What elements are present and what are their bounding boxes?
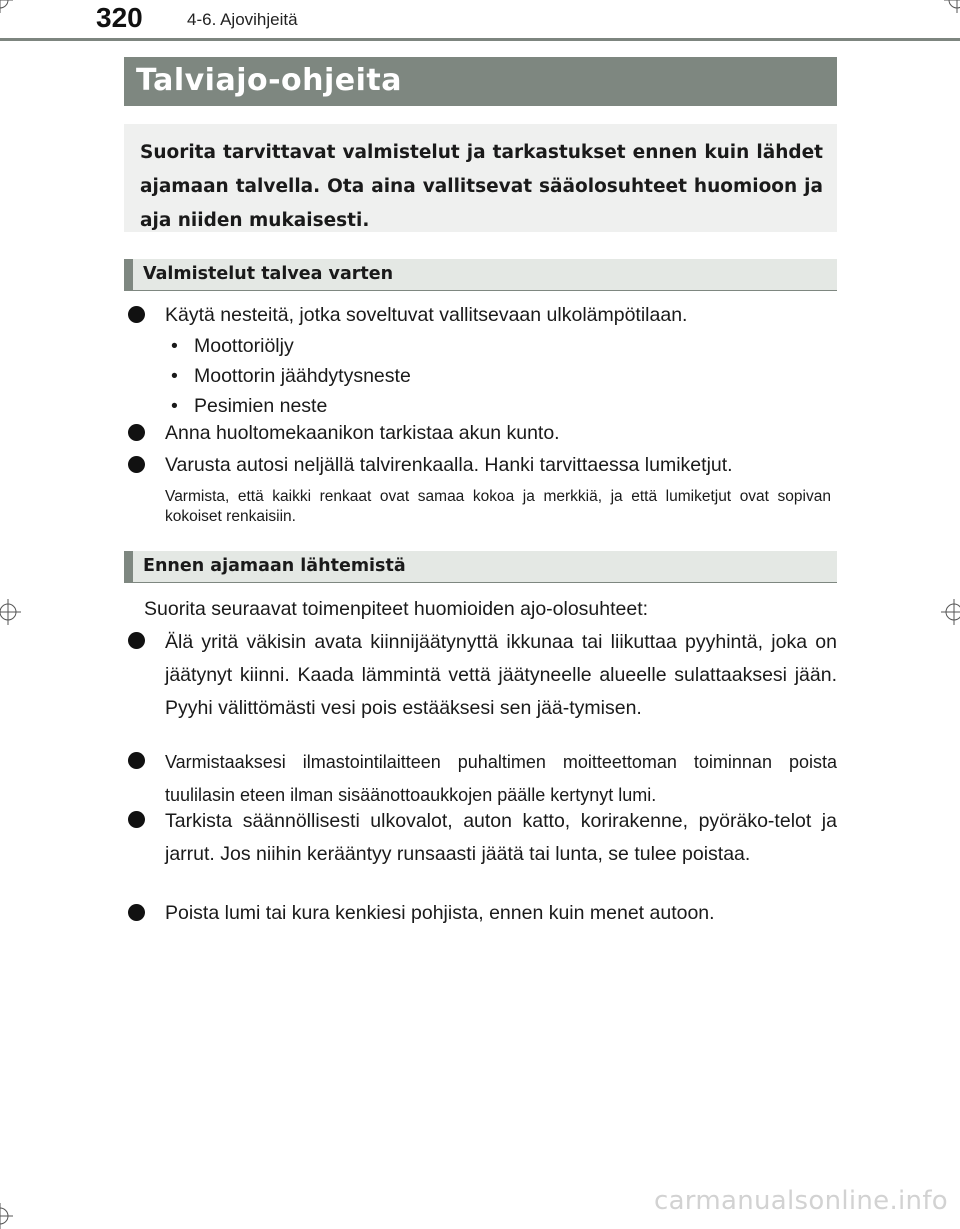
bullet-icon xyxy=(128,904,145,921)
list-item xyxy=(124,898,837,929)
crop-mark-mid-right-icon xyxy=(941,599,960,625)
section-heading-winter-prep: Valmistelut talvea varten xyxy=(124,259,837,291)
intro-box xyxy=(124,124,837,232)
bullet-icon xyxy=(128,811,145,828)
sub-list-item: • Pesimien neste xyxy=(168,391,768,421)
list-item xyxy=(124,450,837,481)
section-intro-line: Suorita seuraavat toimenpiteet huomioiden ajo-olosuhteet: xyxy=(144,598,649,620)
bullet-icon xyxy=(128,456,145,473)
watermark: carmanualsonline.info xyxy=(653,1186,948,1216)
tyre-note: Varmista, että kaikki renkaat ovat samaa kokoa ja merkkiä, ja että lumiketjut ovat sopivan kokoiset renkaisiin. xyxy=(165,488,831,525)
list-item xyxy=(124,805,837,871)
bullet-icon xyxy=(128,306,145,323)
list-item xyxy=(124,300,837,331)
crop-mark-top-left-icon xyxy=(0,0,13,13)
bullet-icon xyxy=(128,424,145,441)
list-item xyxy=(124,626,837,725)
bullet-icon xyxy=(128,632,145,649)
sub-list-item: • Moottoriöljy xyxy=(168,331,768,361)
crop-mark-mid-left-icon xyxy=(0,599,21,625)
crop-mark-top-right-icon xyxy=(944,0,960,13)
page-number: 320 xyxy=(96,2,143,33)
list-item xyxy=(124,746,837,812)
fluid-sub-list xyxy=(168,331,768,421)
page-title: Talviajo-ohjeita xyxy=(124,57,837,106)
header-divider xyxy=(0,38,960,41)
list-item-text: Anna huoltomekaanikon tarkistaa akun kunto. xyxy=(165,422,560,444)
section-reference: 4-6. Ajovihjeitä xyxy=(187,10,298,29)
bullet-icon xyxy=(128,752,145,769)
list-item-text: Varmistaaksesi ilmastointilaitteen puhaltimen moitteettoman toiminnan poista tuulilasin eteen ilman sisäänottoaukkojen päälle kertynyt lumi. xyxy=(165,752,837,805)
list-item-text: Tarkista säännöllisesti ulkovalot, auton katto, korirakenne, pyöräko-telot ja jarrut. Jos niihin kerääntyy runsaasti jäätä tai lunta, se tulee poistaa. xyxy=(165,810,837,865)
list-item-text: Varusta autosi neljällä talvirenkaalla. Hanki tarvittaessa lumiketjut. xyxy=(165,454,733,476)
list-item-text: Käytä nesteitä, jotka soveltuvat vallitsevaan ulkolämpötilaan. xyxy=(165,304,688,326)
list-item-text: Älä yritä väkisin avata kiinnijäätynyttä ikkunaa tai liikuttaa pyyhintä, joka on jäätynyt kiinni. Kaada lämmintä vettä jäätyneelle alueelle sulattaaksesi jään. Pyyhi välittömästi vesi pois estääksesi sen jää-tymisen. xyxy=(165,631,837,719)
sub-list-item: • Moottorin jäähdytysneste xyxy=(168,361,768,391)
list-item-text: Poista lumi tai kura kenkiesi pohjista, ennen kuin menet autoon. xyxy=(165,902,715,924)
crop-mark-bottom-left-icon xyxy=(0,1203,13,1229)
section-heading-before-driving: Ennen ajamaan lähtemistä xyxy=(124,551,837,583)
list-item xyxy=(124,418,837,449)
intro-text: Suorita tarvittavat valmistelut ja tarkastukset ennen kuin lähdet ajamaan talvella. Ota aina vallitsevat sääolosuhteet huomioon ja aja niiden mukaisesti. xyxy=(140,142,823,231)
